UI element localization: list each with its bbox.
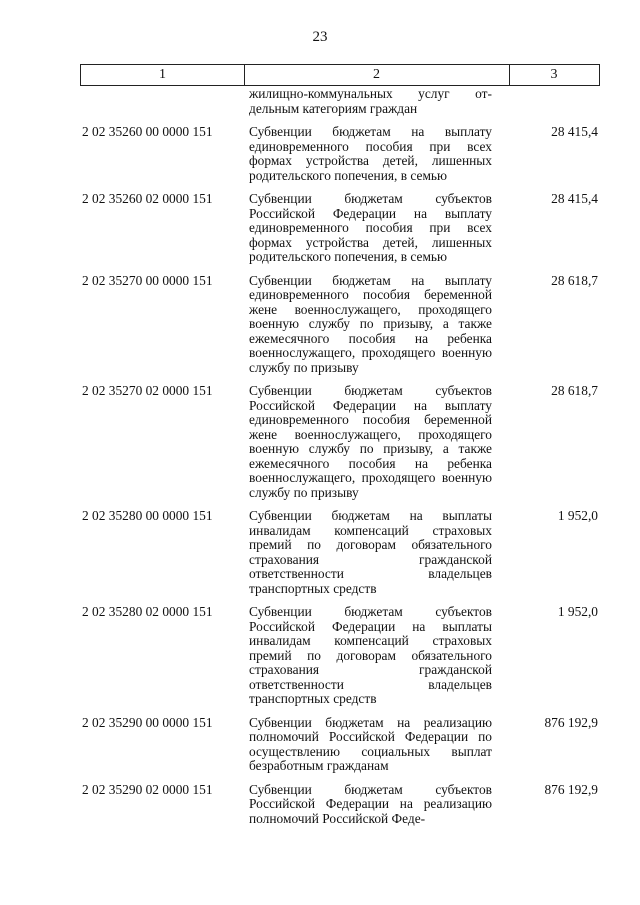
row-description: Субвенции бюджетам на выплаты инвалидам компенсаций страховых премий по договорам обязательного страхования гражданской ответственности владельцев транспортных средств (249, 508, 492, 596)
row-amount: 28 415,4 (551, 191, 598, 206)
row-description: Субвенции бюджетам на выплату единовременного пособия беременной жене военнослужащего, проходящего военную службу по призыву, а также ежемесячного пособия на ребенка военнослужащего, проходящего военную службу по призыву (249, 272, 492, 375)
row-description: Субвенции бюджетам субъектов Российской Федерации на выплату единовременного пособия беременной жене военнослужащего, проходящего военную службу по призыву, а также ежемесячного пособия на ребенка военнослужащего, проходящего военную службу по призыву (249, 383, 492, 500)
table-row (80, 716, 600, 774)
row-amount: 876 192,9 (544, 714, 598, 730)
row-description: Субвенции бюджетам на реализацию полномочий Российской Федерации по осуществлению социальных выплат безработным гражданам (249, 714, 492, 773)
header-col-3: 3 (550, 67, 558, 82)
row-amount: 1 952,0 (557, 604, 598, 619)
row-code: 2 02 35280 02 0000 151 (82, 604, 213, 619)
row-code: 2 02 35260 02 0000 151 (82, 191, 213, 206)
table-row (80, 509, 600, 596)
continuation-text: жилищно-коммунальных услуг от-дельным категориям граждан (249, 86, 492, 116)
row-code: 2 02 35270 02 0000 151 (82, 383, 213, 398)
row-code: 2 02 35270 00 0000 151 (82, 272, 213, 288)
header-col-2: 2 (244, 65, 510, 85)
table-row (80, 384, 600, 500)
row-code: 2 02 35290 00 0000 151 (82, 714, 213, 730)
row-amount: 28 415,4 (551, 124, 598, 139)
row-description: Субвенции бюджетам субъектов Российской Федерации на выплату единовременного пособия при всех формах устройства детей, лишенных родительского попечения, в семью (249, 191, 492, 264)
header-col-1: 1 (81, 65, 245, 85)
table-row (80, 605, 600, 707)
row-description: Субвенции бюджетам субъектов Российской Федерации на выплаты инвалидам компенсаций страховых премий по договорам обязательного страхования гражданской ответственности владельцев транспортных средств (249, 604, 492, 706)
row-code: 2 02 35260 00 0000 151 (82, 124, 213, 139)
table-header (80, 64, 600, 86)
row-amount: 1 952,0 (557, 508, 598, 523)
table-row (80, 783, 600, 827)
row-amount: 28 618,7 (551, 272, 598, 288)
table-row (80, 125, 600, 183)
table-row (80, 192, 600, 265)
row-description: Субвенции бюджетам на выплату единовременного пособия при всех формах устройства детей, лишенных родительского попечения, в семью (249, 124, 492, 183)
row-code: 2 02 35280 00 0000 151 (82, 508, 213, 523)
page-number: 23 (312, 29, 328, 45)
row-description: Субвенции бюджетам субъектов Российской Федерации на реализацию полномочий Российской Феде- (249, 781, 492, 826)
row-amount: 876 192,9 (544, 781, 598, 797)
table-body (80, 87, 600, 826)
row-code: 2 02 35290 02 0000 151 (82, 781, 213, 797)
table-row (80, 274, 600, 376)
budget-table (80, 64, 600, 826)
row-amount: 28 618,7 (551, 383, 598, 398)
